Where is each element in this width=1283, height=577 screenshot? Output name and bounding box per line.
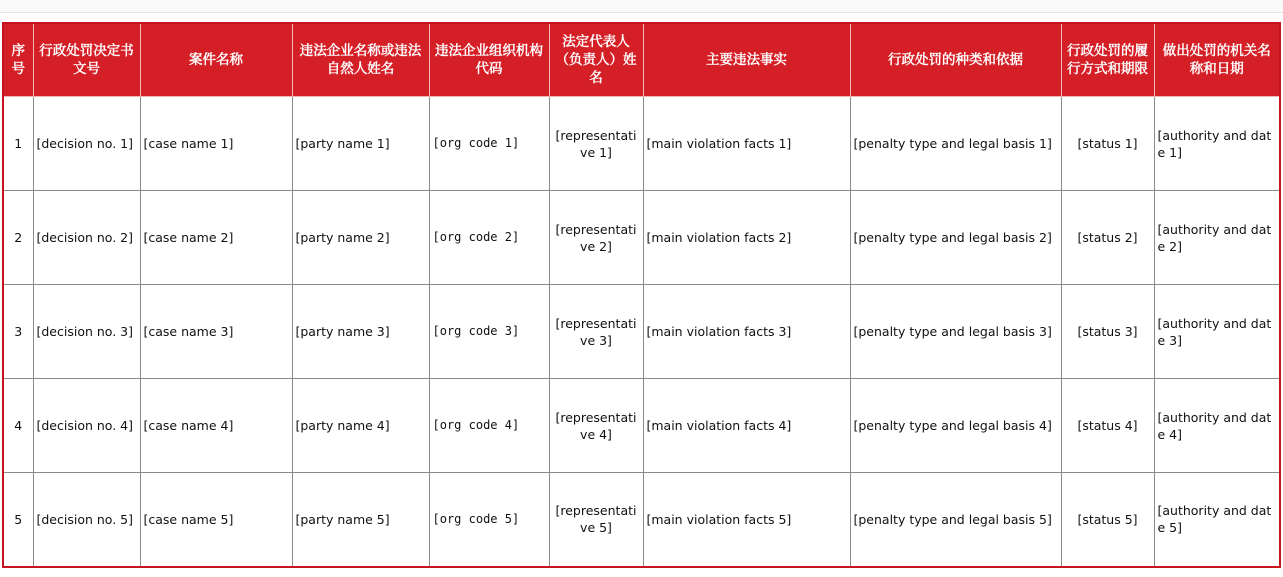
header-authority-date: 做出处罚的机关名称和日期 xyxy=(1154,23,1280,97)
header-party-name: 违法企业名称或违法自然人姓名 xyxy=(292,23,429,97)
cell-decision-no: [decision no. 4] xyxy=(33,379,140,473)
cell-decision-no: [decision no. 1] xyxy=(33,97,140,191)
header-fulfillment: 行政处罚的履行方式和期限 xyxy=(1061,23,1154,97)
cell-decision-no: [decision no. 3] xyxy=(33,285,140,379)
header-penalty-basis: 行政处罚的种类和依据 xyxy=(850,23,1061,97)
cell-fulfillment: [status 4] xyxy=(1061,379,1154,473)
cell-case-name: [case name 2] xyxy=(140,191,292,285)
cell-authority-date: [authority and date 4] xyxy=(1154,379,1280,473)
cell-authority-date: [authority and date 1] xyxy=(1154,97,1280,191)
cell-authority-date: [authority and date 5] xyxy=(1154,473,1280,567)
cell-case-name: [case name 1] xyxy=(140,97,292,191)
penalty-table xyxy=(2,22,1281,568)
cell-party-name: [party name 1] xyxy=(292,97,429,191)
cell-facts: [main violation facts 4] xyxy=(643,379,850,473)
cell-decision-no: [decision no. 2] xyxy=(33,191,140,285)
cell-seq: 4 xyxy=(3,379,33,473)
cell-case-name: [case name 3] xyxy=(140,285,292,379)
cell-fulfillment: [status 3] xyxy=(1061,285,1154,379)
cell-seq: 5 xyxy=(3,473,33,567)
cell-penalty-basis: [penalty type and legal basis 2] xyxy=(850,191,1061,285)
cell-case-name: [case name 5] xyxy=(140,473,292,567)
cell-org-code: [org code 2] xyxy=(429,191,549,285)
header-legal-rep: 法定代表人（负责人）姓名 xyxy=(549,23,643,97)
table-row xyxy=(3,379,1280,473)
cell-party-name: [party name 5] xyxy=(292,473,429,567)
header-decision-no: 行政处罚决定书文号 xyxy=(33,23,140,97)
cell-penalty-basis: [penalty type and legal basis 4] xyxy=(850,379,1061,473)
top-strip xyxy=(0,0,1283,13)
cell-legal-rep: [representative 2] xyxy=(549,191,643,285)
table-row xyxy=(3,285,1280,379)
cell-fulfillment: [status 1] xyxy=(1061,97,1154,191)
header-seq: 序号 xyxy=(3,23,33,97)
cell-case-name: [case name 4] xyxy=(140,379,292,473)
cell-authority-date: [authority and date 3] xyxy=(1154,285,1280,379)
cell-party-name: [party name 3] xyxy=(292,285,429,379)
header-facts: 主要违法事实 xyxy=(643,23,850,97)
table-row xyxy=(3,473,1280,567)
cell-org-code: [org code 5] xyxy=(429,473,549,567)
table-row xyxy=(3,97,1280,191)
cell-facts: [main violation facts 2] xyxy=(643,191,850,285)
cell-decision-no: [decision no. 5] xyxy=(33,473,140,567)
table-row xyxy=(3,191,1280,285)
table-body xyxy=(3,97,1280,567)
cell-authority-date: [authority and date 2] xyxy=(1154,191,1280,285)
header-case-name: 案件名称 xyxy=(140,23,292,97)
cell-legal-rep: [representative 1] xyxy=(549,97,643,191)
cell-seq: 3 xyxy=(3,285,33,379)
cell-facts: [main violation facts 1] xyxy=(643,97,850,191)
cell-org-code: [org code 3] xyxy=(429,285,549,379)
table-header xyxy=(3,23,1280,97)
cell-fulfillment: [status 2] xyxy=(1061,191,1154,285)
cell-party-name: [party name 4] xyxy=(292,379,429,473)
cell-penalty-basis: [penalty type and legal basis 3] xyxy=(850,285,1061,379)
cell-fulfillment: [status 5] xyxy=(1061,473,1154,567)
cell-seq: 1 xyxy=(3,97,33,191)
cell-legal-rep: [representative 4] xyxy=(549,379,643,473)
cell-party-name: [party name 2] xyxy=(292,191,429,285)
cell-penalty-basis: [penalty type and legal basis 5] xyxy=(850,473,1061,567)
cell-seq: 2 xyxy=(3,191,33,285)
cell-penalty-basis: [penalty type and legal basis 1] xyxy=(850,97,1061,191)
cell-legal-rep: [representative 3] xyxy=(549,285,643,379)
cell-org-code: [org code 1] xyxy=(429,97,549,191)
cell-facts: [main violation facts 3] xyxy=(643,285,850,379)
header-row xyxy=(3,23,1280,97)
header-org-code: 违法企业组织机构代码 xyxy=(429,23,549,97)
cell-org-code: [org code 4] xyxy=(429,379,549,473)
cell-legal-rep: [representative 5] xyxy=(549,473,643,567)
cell-facts: [main violation facts 5] xyxy=(643,473,850,567)
